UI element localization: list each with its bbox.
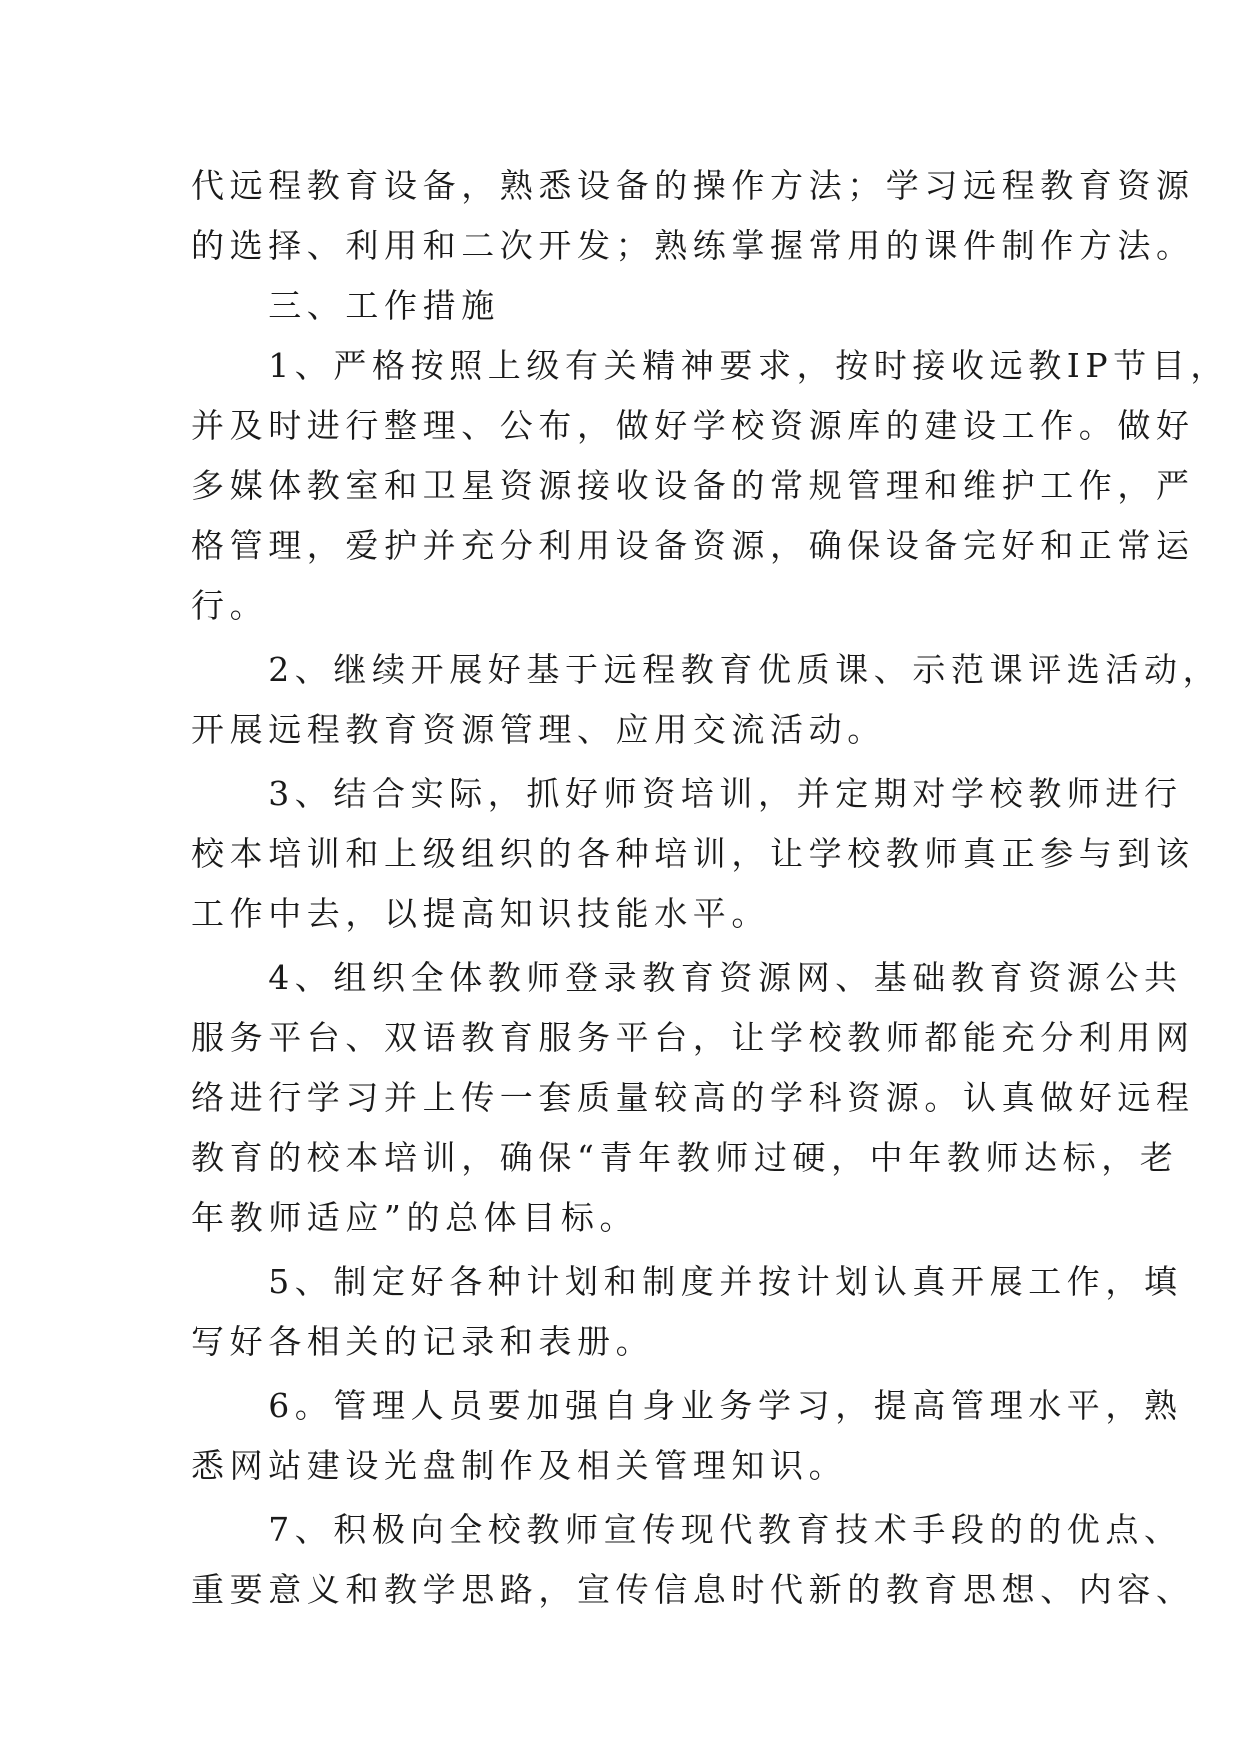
text-line: 重要意义和教学思路，宣传信息时代新的教育思想、内容、 — [191, 1570, 1195, 1609]
text-line: 络进行学习并上传一套质量较高的学科资源。认真做好远程 — [191, 1078, 1195, 1117]
document-body — [191, 156, 1230, 1620]
text-line: 4、组织全体教师登录教育资源网、基础教育资源公共 — [191, 958, 1183, 997]
text-line: 开展远程教育资源管理、应用交流活动。 — [191, 710, 886, 749]
text-line: 教育的校本培训，确保“青年教师过硬，中年教师达标，老 — [191, 1138, 1179, 1177]
text-line: 行。 — [191, 586, 269, 625]
text-line: 服务平台、双语教育服务平台，让学校教师都能充分利用网 — [191, 1018, 1195, 1057]
text-line: 6。管理人员要加强自身业务学习，提高管理水平，熟 — [191, 1386, 1183, 1425]
text-line: 并及时进行整理、公布，做好学校资源库的建设工作。做好 — [191, 406, 1195, 445]
text-line: 的选择、利用和二次开发；熟练掌握常用的课件制作方法。 — [191, 226, 1195, 265]
text-line: 代远程教育设备，熟悉设备的操作方法；学习远程教育资源 — [191, 166, 1195, 205]
text-line: 年教师适应”的总体目标。 — [191, 1198, 639, 1237]
text-line: 悉网站建设光盘制作及相关管理知识。 — [191, 1446, 848, 1485]
text-line: 5、制定好各种计划和制度并按计划认真开展工作，填 — [191, 1262, 1183, 1301]
text-line: 校本培训和上级组织的各种培训，让学校教师真正参与到该 — [191, 834, 1195, 873]
text-line: 7、积极向全校教师宣传现代教育技术手段的的优点、 — [191, 1510, 1183, 1549]
text-line: 格管理，爱护并充分利用设备资源，确保设备完好和正常运 — [191, 526, 1195, 565]
text-line: 工作中去，以提高知识技能水平。 — [191, 894, 770, 933]
text-line: 2、继续开展好基于远程教育优质课、示范课评选活动， — [191, 650, 1222, 689]
text-line: 多媒体教室和卫星资源接收设备的常规管理和维护工作，严 — [191, 466, 1195, 505]
section-heading: 三、工作措施 — [191, 286, 500, 325]
text-line: 写好各相关的记录和表册。 — [191, 1322, 655, 1361]
text-line: 1、严格按照上级有关精神要求，按时接收远教IP节目， — [191, 346, 1230, 385]
text-line: 3、结合实际，抓好师资培训，并定期对学校教师进行 — [191, 774, 1183, 813]
